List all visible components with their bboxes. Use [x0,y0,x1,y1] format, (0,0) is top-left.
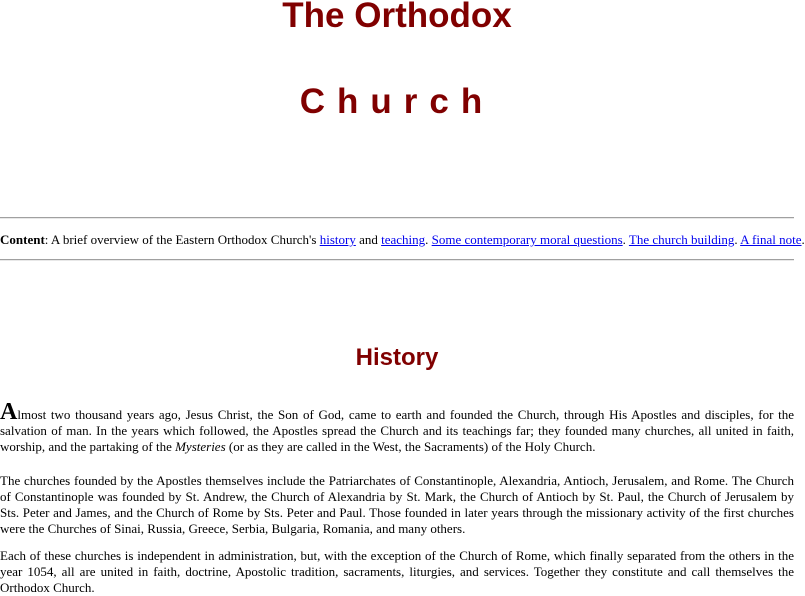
contents-sep-2: . [622,232,629,247]
para1-text: lmost two thousand years ago, Jesus Christ, the Son of God, came to earth and founded the Church, through His Apostles and disciples, for the salvation of man. In the years which followed, the Apostles spread the Church and its teachings far; they founded many churches, all united in faith, worship, and the partaking of the [0,407,794,454]
history-link[interactable]: history [319,232,356,247]
final-note-link[interactable]: A final note [740,232,802,247]
drop-cap: A [0,399,18,425]
page-title-line-2: Church [299,82,495,121]
para1-tail: (or as they are called in the West, the Sacraments) of the Holy Church. [225,439,596,454]
teaching-link[interactable]: teaching [381,232,426,247]
history-paragraph-1 [0,399,794,455]
contents-and: and [355,232,382,247]
contents-label: Content [0,232,45,247]
church-building-link[interactable]: The church building [628,232,735,247]
contents-line [0,232,805,248]
bottom-divider [0,259,794,261]
contents-sep-1: . [425,232,432,247]
history-paragraph-2: The churches founded by the Apostles themselves include the Patriarchates of Constantinople, Alexandria, Antioch, Jerusalem, and Rome. The Church of Constantinople was founded by St. Andrew, the Church of Alexandria by St. Mark, the Church of Antioch by St. Paul, the Church of Jerusalem by Sts. Peter and James, and the Church of Rome by Sts. Peter and Paul. Those founded in later years through the missionary activity of the first churches were the Churches of Sinai, Russia, Greece, Serbia, Bulgaria, Romania, and many others. [0,473,794,536]
para1-italic: Mysteries [175,439,226,454]
page-title-line-1: The Orthodox [282,0,512,35]
history-heading: History [355,344,439,371]
contents-intro: : A brief overview of the Eastern Orthodox Church's [44,232,320,247]
contents-sep-3: . [734,232,741,247]
top-divider [0,217,794,219]
contents-end: . [801,232,805,247]
moral-questions-link[interactable]: Some contemporary moral questions [431,232,623,247]
history-paragraph-3: Each of these churches is independent in administration, but, with the exception of the Church of Rome, which finally separated from the others in the year 1054, all are united in faith, doctrine, Apostolic tradition, sacraments, liturgies, and services. Together they constitute and call themselves the Orthodox Church. [0,548,794,595]
